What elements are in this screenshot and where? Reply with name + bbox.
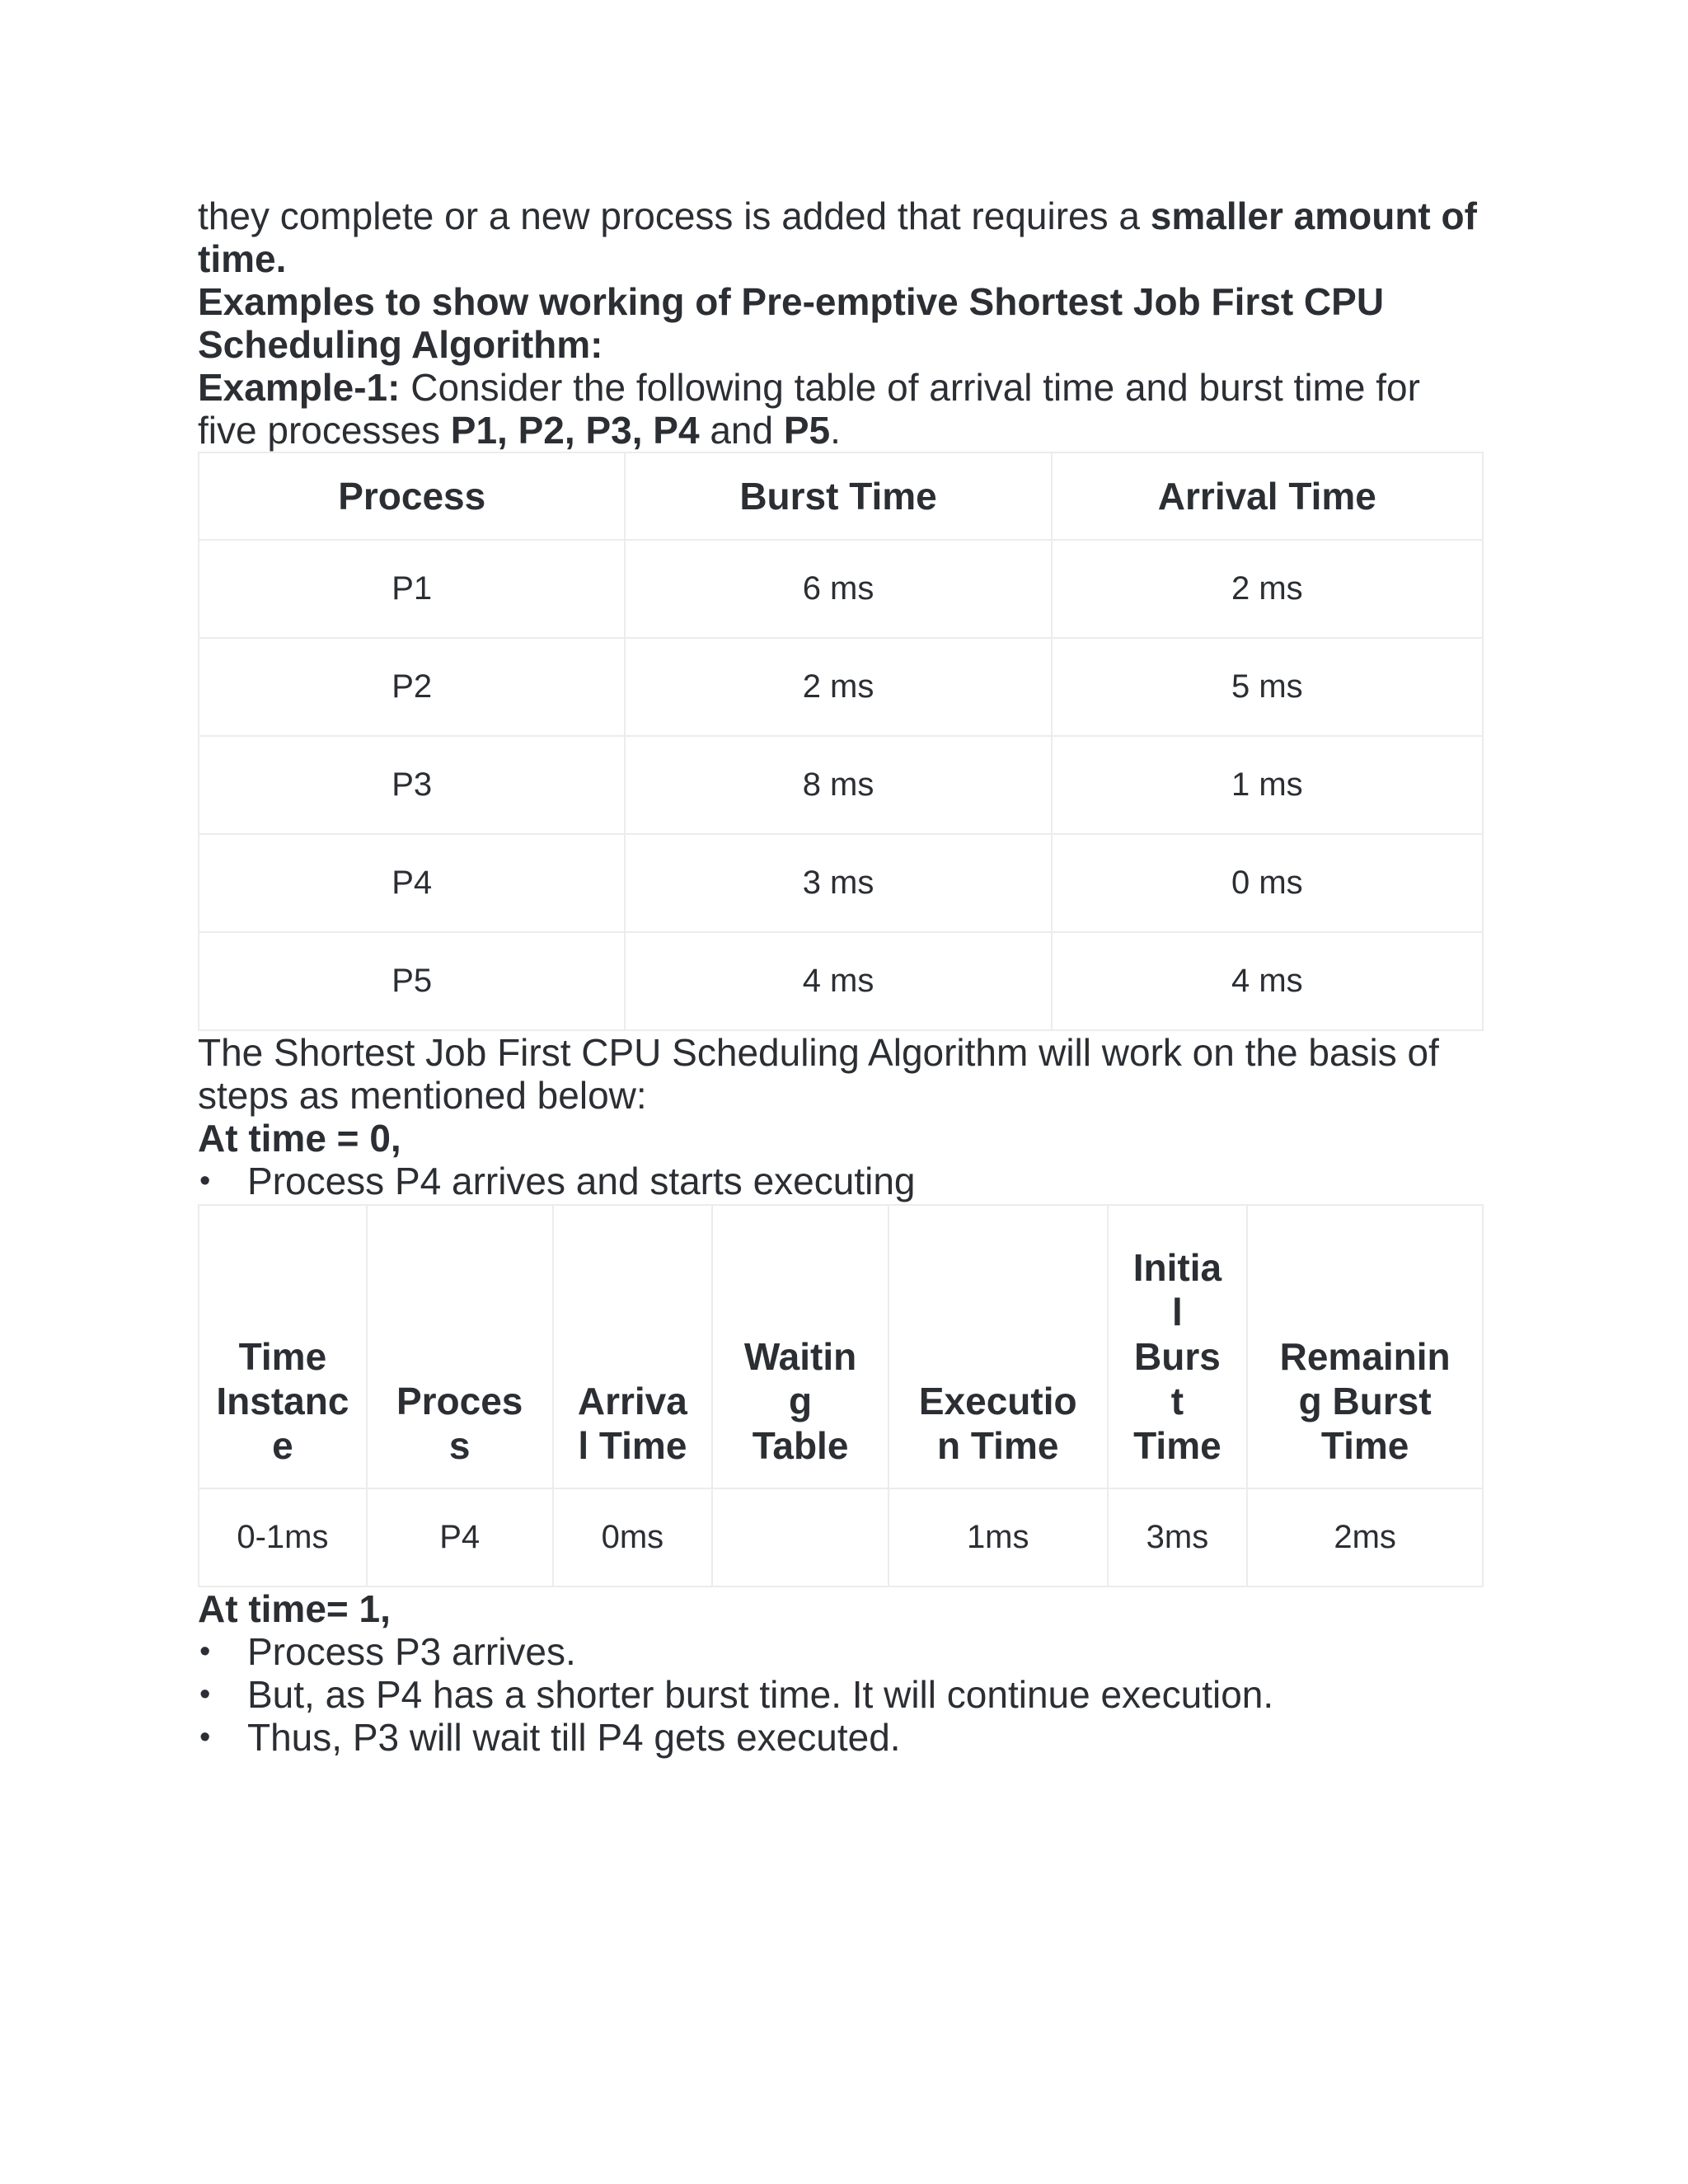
time1-heading: At time= 1, xyxy=(198,1587,391,1630)
table-row xyxy=(199,932,1483,1030)
table-row xyxy=(199,736,1483,834)
example-label: Example-1: xyxy=(198,366,401,409)
table-row xyxy=(199,638,1483,736)
header-initial-burst-time: Initia l Burs t Time xyxy=(1108,1205,1248,1488)
cell-arrival: 5 ms xyxy=(1052,638,1483,736)
document-page xyxy=(198,194,1484,1759)
table-row xyxy=(199,1488,1483,1586)
process-table xyxy=(198,452,1484,1031)
list-item: • Process P3 arrives. xyxy=(198,1630,1484,1673)
cell-process: P5 xyxy=(199,932,625,1030)
cell-process: P4 xyxy=(367,1488,553,1586)
table-header-row xyxy=(199,452,1483,540)
cell-arrival-time: 0ms xyxy=(553,1488,713,1586)
cell-process: P4 xyxy=(199,834,625,932)
example-paragraph: Example-1: Consider the following table of arrival time and burst time for five processes P1, P2, P3, P4 and P5. xyxy=(198,366,1420,452)
header-burst-time: Burst Time xyxy=(625,452,1051,540)
cell-initial-burst: 3ms xyxy=(1108,1488,1248,1586)
cell-arrival: 2 ms xyxy=(1052,540,1483,638)
header-waiting-table: Waitin g Table xyxy=(712,1205,889,1488)
header-time-instance: Time Instanc e xyxy=(199,1205,367,1488)
table-row xyxy=(199,540,1483,638)
cell-time-instance: 0-1ms xyxy=(199,1488,367,1586)
cell-burst: 3 ms xyxy=(625,834,1051,932)
header-execution-time: Executio n Time xyxy=(889,1205,1108,1488)
cell-remaining-burst: 2ms xyxy=(1247,1488,1483,1586)
cell-burst: 8 ms xyxy=(625,736,1051,834)
header-remaining-burst-time: Remainin g Burst Time xyxy=(1247,1205,1483,1488)
cell-arrival: 1 ms xyxy=(1052,736,1483,834)
time0-heading: At time = 0, xyxy=(198,1117,401,1160)
list-item: • But, as P4 has a shorter burst time. It will continue execution. xyxy=(198,1673,1484,1716)
cell-burst: 2 ms xyxy=(625,638,1051,736)
table-row xyxy=(199,834,1483,932)
header-arrival-time: Arrival Time xyxy=(1052,452,1483,540)
intro-bold: smaller amount of time. xyxy=(198,194,1477,280)
steps-intro: The Shortest Job First CPU Scheduling Algorithm will work on the basis of steps as mentioned below: xyxy=(198,1031,1439,1117)
cell-process: P3 xyxy=(199,736,625,834)
cell-arrival: 0 ms xyxy=(1052,834,1483,932)
cell-execution-time: 1ms xyxy=(889,1488,1108,1586)
intro-paragraph xyxy=(198,194,1484,280)
cell-burst: 6 ms xyxy=(625,540,1051,638)
time1-bullets xyxy=(198,1630,1484,1759)
examples-heading: Examples to show working of Pre-emptive Shortest Job First CPU Scheduling Algorithm: xyxy=(198,280,1385,366)
cell-process: P2 xyxy=(199,638,625,736)
list-item: • Thus, P3 will wait till P4 gets executed. xyxy=(198,1716,1484,1759)
table-header-row xyxy=(199,1205,1483,1488)
cell-process: P1 xyxy=(199,540,625,638)
header-arrival-time: Arriva l Time xyxy=(553,1205,713,1488)
header-process: Proces s xyxy=(367,1205,553,1488)
header-process: Process xyxy=(199,452,625,540)
intro-text: they complete or a new process is added that requires a xyxy=(198,194,1151,237)
list-item: • Process P4 arrives and starts executing xyxy=(198,1160,1484,1202)
cell-waiting-table xyxy=(712,1488,889,1586)
cell-arrival: 4 ms xyxy=(1052,932,1483,1030)
cell-burst: 4 ms xyxy=(625,932,1051,1030)
time0-bullets xyxy=(198,1160,1484,1202)
execution-table xyxy=(198,1204,1484,1587)
